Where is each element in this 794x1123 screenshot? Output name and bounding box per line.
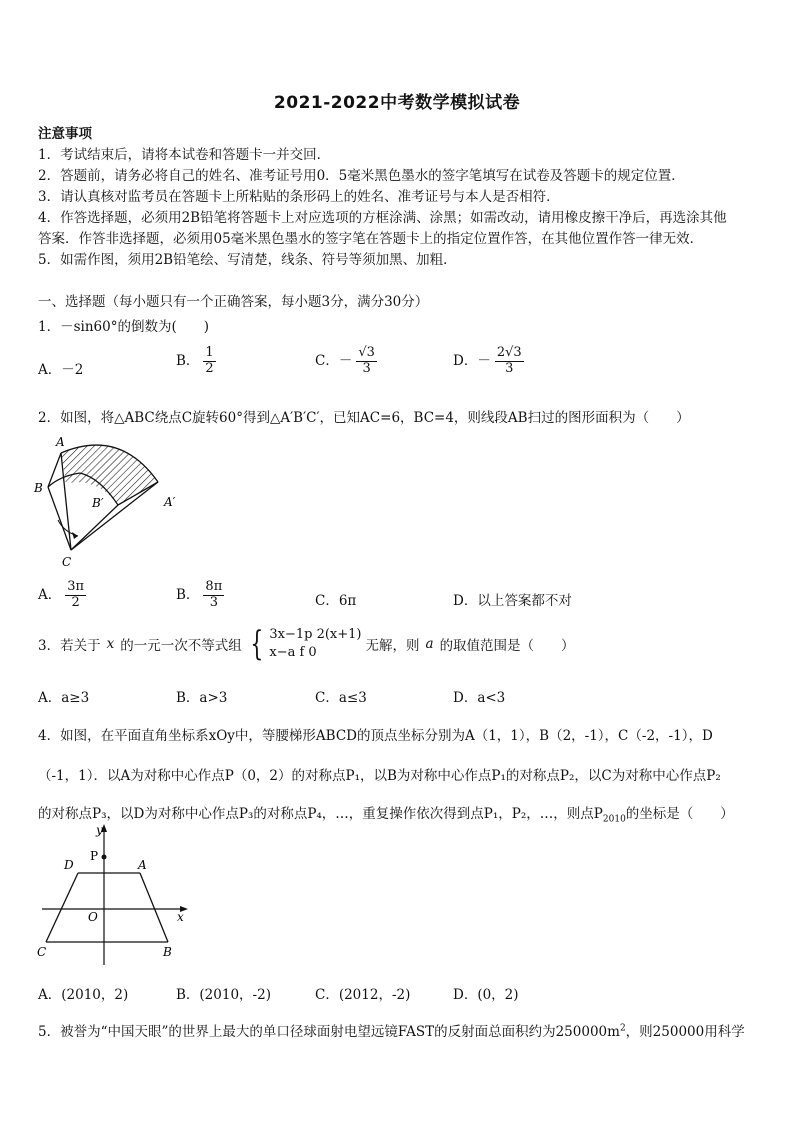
q4-label-b: B — [163, 945, 172, 959]
question-3-stem — [38, 623, 575, 664]
q4-label-y: y — [96, 823, 103, 837]
q2-a-numerator: 3π — [67, 579, 85, 594]
q1-b-numerator: 1 — [205, 345, 214, 360]
q4-option-d: D．(0，2) — [453, 987, 519, 1003]
q1-option-d-fraction — [495, 346, 524, 377]
question-4-line-2: （-1，1）．以A为对称中心作点P（0，2）的对称点P₁，以B为对称中心作点P₁的对称点P₂，以C为对称中心作点P₂ — [38, 768, 721, 784]
q1-option-b-label: B． — [176, 352, 200, 369]
q4-option-a: A．(2010，2) — [38, 987, 129, 1003]
q5-text: 5．被誉为“中国天眼”的世界上最大的单口径球面射电望远镜FAST的反射面总面积约为250000m — [38, 1024, 620, 1040]
q2-label-a-prime: A′ — [164, 495, 176, 509]
q3-inequality-lines — [269, 626, 361, 661]
q4-label-o: O — [88, 910, 98, 924]
q5-unit-superscript: 2 — [619, 1023, 626, 1034]
q3-inequality-2: x−a f 0 — [269, 644, 317, 660]
notice-heading: 注意事项 — [38, 126, 92, 142]
q3-inequality-1: 3x−1p 2(x+1) — [269, 627, 362, 642]
notice-item-2: 2．答题前，请务必将自己的姓名、准考证号用0．5毫米黑色墨水的签字笔填写在试卷及答题卡的规定位置． — [38, 168, 685, 184]
q2-option-a-label: A． — [38, 586, 62, 603]
q3-option-b: B．a>3 — [176, 690, 228, 706]
notice-item-5: 5．如需作图，须用2B铅笔绘、写清楚，线条、符号等须加黑、加粗． — [38, 252, 457, 268]
q2-option-b-fraction — [203, 580, 224, 611]
q4-figure-svg — [34, 820, 194, 970]
q1-b-denominator: 2 — [205, 360, 214, 376]
q2-figure-svg — [30, 432, 190, 572]
q1-option-a-label: A． — [38, 362, 62, 378]
q2-label-b: B — [34, 481, 43, 495]
q2-rotation-figure — [30, 432, 190, 576]
q2-label-c: C — [62, 555, 72, 569]
q3-option-c: C．a≤3 — [315, 690, 367, 706]
q3-stem-end: 的取值范围是（ ） — [439, 637, 575, 654]
q2-option-b-label: B． — [176, 586, 200, 603]
q1-option-a-text: －2 — [61, 362, 84, 378]
q4-p-subscript: 2010 — [602, 814, 626, 825]
q1-c-numerator: √3 — [358, 345, 375, 360]
q2-label-b-prime: B′ — [92, 496, 104, 510]
q4-option-b: B．(2010，-2) — [176, 987, 271, 1003]
question-5-line-1 — [38, 1020, 745, 1040]
q3-var-a: a — [425, 635, 434, 652]
q3-option-a: A．a≥3 — [38, 690, 90, 706]
q3-stem-mid: 的一元一次不等式组 — [120, 637, 242, 654]
q4-label-x: x — [177, 910, 184, 924]
q2-b-denominator: 3 — [209, 594, 218, 610]
q4-label-d: D — [64, 858, 74, 872]
question-2-stem: 2．如图，将△ABC绕点C旋转60°得到△A′B′C′，已知AC=6，BC=4，则线段AB扫过的图形面积为（ ） — [38, 410, 690, 426]
q2-a-denominator: 2 — [71, 594, 80, 610]
q4-coordinate-figure — [34, 820, 194, 974]
q5-text-end: ，则250000用科学 — [625, 1024, 745, 1040]
q2-option-b — [176, 580, 224, 611]
notice-item-1: 1．考试结束后，请将本试卷和答题卡一并交回． — [38, 147, 331, 163]
question-4-line-1: 4．如图，在平面直角坐标系xOy中，等腰梯形ABCD的顶点坐标分别为A（1，1），B（2，-1），C（-2，-1），D — [38, 728, 713, 744]
q4-option-c: C．(2012，-2) — [315, 987, 411, 1003]
q3-option-d: D．a<3 — [453, 690, 506, 706]
q1-option-d-label: D．－ — [453, 352, 491, 369]
q1-option-b — [176, 346, 216, 377]
q1-option-c-fraction — [356, 346, 377, 377]
q4-label-c: C — [37, 945, 47, 959]
q2-label-a: A — [56, 435, 65, 449]
q1-d-numerator: 2√3 — [496, 345, 522, 360]
q1-option-c — [315, 346, 377, 377]
q4-line-3-end: 的坐标是（ ） — [625, 806, 734, 822]
q4-line-3-text: 的对称点P₃，以D为对称中心作点P₃的对称点P₄，…，重复操作依次得到点P₁，P₂，…，则点P — [38, 806, 603, 822]
q3-inequality-system — [246, 623, 362, 664]
q1-option-d — [453, 346, 524, 377]
q2-option-a-fraction — [65, 580, 86, 611]
q2-option-c: C．6π — [315, 593, 357, 609]
notice-item-4-cont: 答案．作答非选择题，必须用05毫米黑色墨水的签字笔在答题卡上的指定位置作答，在其他位置作答一律无效． — [38, 231, 704, 247]
q3-var-x: x — [106, 635, 115, 652]
q1-d-denominator: 3 — [505, 360, 514, 376]
notice-item-3: 3．请认真核对监考员在答题卡上所粘贴的条形码上的姓名、准考证号与本人是否相符． — [38, 189, 560, 205]
q3-brace: { — [250, 623, 264, 664]
q2-b-numerator: 8π — [205, 579, 223, 594]
q4-label-a: A — [138, 858, 147, 872]
page-title: 2021-2022中考数学模拟试卷 — [273, 93, 521, 113]
section-heading: 一、选择题（每小题只有一个正确答案，每小题3分，满分30分） — [38, 294, 429, 310]
q2-option-a — [38, 580, 86, 611]
q1-option-a — [38, 358, 83, 378]
q1-option-b-fraction — [203, 346, 215, 377]
q4-label-p: P — [90, 849, 99, 863]
q2-option-d: D．以上答案都不对 — [453, 593, 572, 609]
q1-c-denominator: 3 — [362, 360, 371, 376]
q3-stem-pre: 3．若关于 — [38, 637, 101, 654]
q3-stem-post: 无解，则 — [365, 637, 420, 654]
notice-item-4: 4．作答选择题，必须用2B铅笔将答题卡上对应选项的方框涂满、涂黑；如需改动，请用橡皮擦干净后，再选涂其他 — [38, 210, 727, 226]
q1-option-c-label: C．－ — [315, 352, 353, 369]
question-1-stem: 1．－sin60°的倒数为( ) — [38, 319, 209, 335]
